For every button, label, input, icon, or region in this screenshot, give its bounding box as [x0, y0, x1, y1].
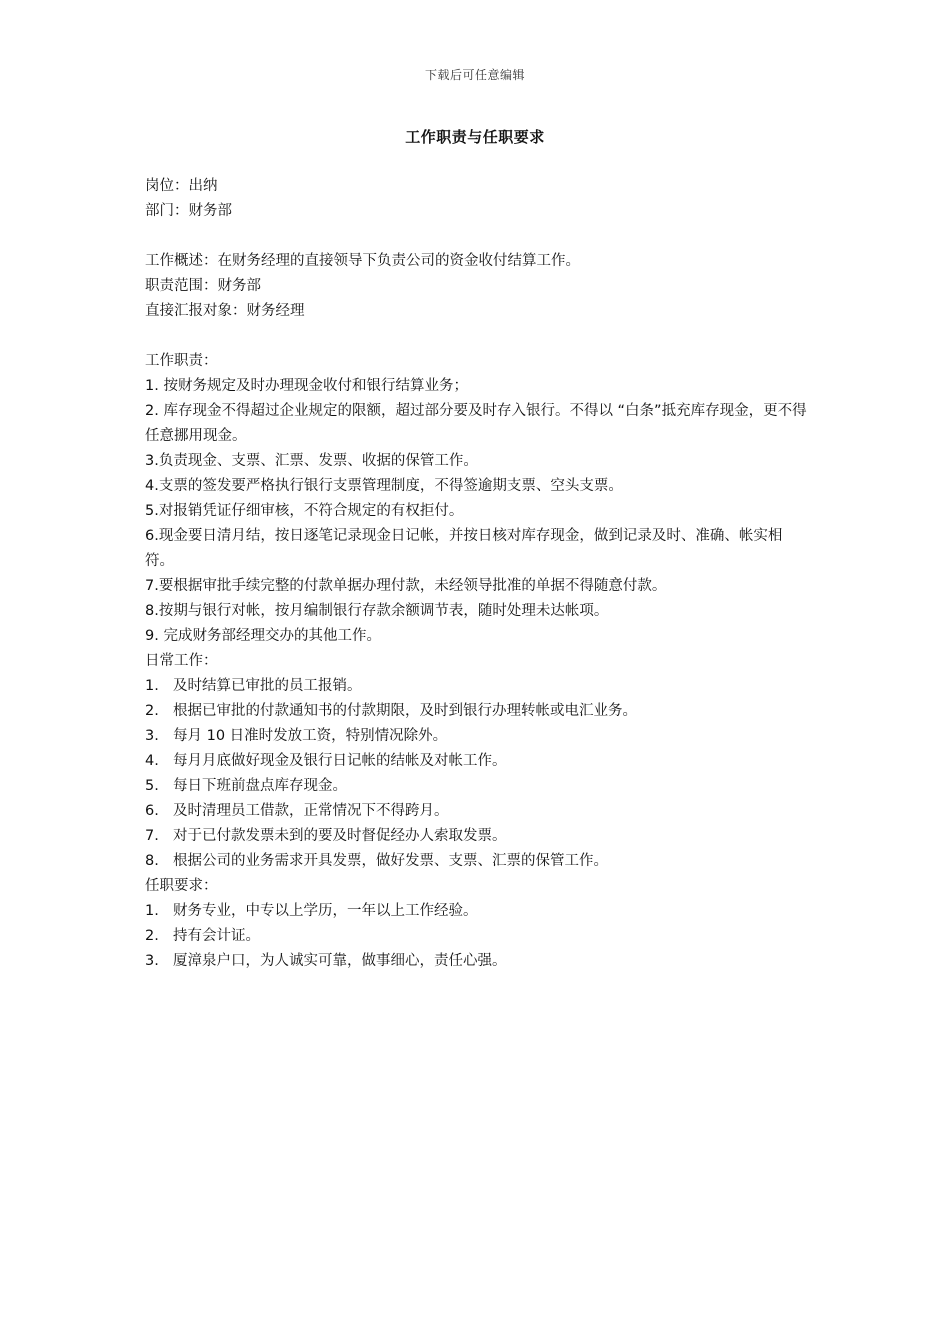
duty-item: 6.现金要日清月结，按日逐笔记录现金日记帐，并按日核对库存现金，做到记录及时、准确、帐实相符。	[145, 528, 783, 569]
item-text: 及时结算已审批的员工报销。	[173, 678, 362, 694]
item-number: 7.	[145, 828, 159, 844]
daily-item	[145, 799, 810, 824]
item-text: 厦漳泉户口，为人诚实可靠，做事细心，责任心强。	[173, 953, 507, 969]
requirements-heading: 任职要求：	[145, 878, 218, 894]
daily-item	[145, 849, 810, 874]
document-body	[145, 174, 810, 974]
daily-heading: 日常工作：	[145, 653, 218, 669]
item-text: 每日下班前盘点库存现金。	[173, 778, 347, 794]
duties-heading: 工作职责：	[145, 353, 218, 369]
scope-line: 职责范围：财务部	[145, 278, 261, 294]
spacer	[145, 324, 810, 349]
item-number: 1.	[145, 903, 159, 919]
item-text: 根据公司的业务需求开具发票，做好发票、支票、汇票的保管工作。	[173, 853, 608, 869]
daily-item	[145, 749, 810, 774]
item-number: 3.	[145, 953, 159, 969]
daily-item	[145, 674, 810, 699]
duty-item: 4.支票的签发要严格执行银行支票管理制度，不得签逾期支票、空头支票。	[145, 478, 623, 494]
daily-item	[145, 699, 810, 724]
item-number: 2.	[145, 703, 159, 719]
requirement-item	[145, 949, 810, 974]
overview-line: 工作概述：在财务经理的直接领导下负责公司的资金收付结算工作。	[145, 253, 580, 269]
duty-item: 5.对报销凭证仔细审核，不符合规定的有权拒付。	[145, 503, 464, 519]
item-text: 及时清理员工借款，正常情况下不得跨月。	[173, 803, 449, 819]
department-line: 部门：财务部	[145, 203, 232, 219]
item-text: 财务专业，中专以上学历，一年以上工作经验。	[173, 903, 478, 919]
requirement-item	[145, 924, 810, 949]
item-text: 对于已付款发票未到的要及时督促经办人索取发票。	[173, 828, 507, 844]
page-title: 工作职责与任职要求	[405, 128, 545, 146]
item-number: 2.	[145, 928, 159, 944]
duty-item: 7.要根据审批手续完整的付款单据办理付款，未经领导批准的单据不得随意付款。	[145, 578, 667, 594]
spacer	[145, 224, 810, 249]
item-text: 每月月底做好现金及银行日记帐的结帐及对帐工作。	[173, 753, 507, 769]
duty-item: 8.按期与银行对帐，按月编制银行存款余额调节表，随时处理未达帐项。	[145, 603, 609, 619]
daily-item	[145, 824, 810, 849]
item-text: 持有会计证。	[173, 928, 260, 944]
header-note: 下载后可任意编辑	[424, 68, 525, 82]
position-line: 岗位：出纳	[145, 178, 218, 194]
item-number: 1.	[145, 678, 159, 694]
item-number: 6.	[145, 803, 159, 819]
daily-item	[145, 774, 810, 799]
daily-item	[145, 724, 810, 749]
duty-item: 2. 库存现金不得超过企业规定的限额，超过部分要及时存入银行。不得以 “白条”抵充库存现金，更不得任意挪用现金。	[145, 403, 807, 444]
report-line: 直接汇报对象：财务经理	[145, 303, 305, 319]
requirement-item	[145, 899, 810, 924]
item-number: 8.	[145, 853, 159, 869]
duty-item: 1. 按财务规定及时办理现金收付和银行结算业务；	[145, 378, 468, 394]
item-text: 每月 10 日准时发放工资，特别情况除外。	[173, 728, 448, 744]
item-number: 4.	[145, 753, 159, 769]
item-text: 根据已审批的付款通知书的付款期限，及时到银行办理转帐或电汇业务。	[173, 703, 637, 719]
duty-item: 3.负责现金、支票、汇票、发票、收据的保管工作。	[145, 453, 478, 469]
item-number: 3.	[145, 728, 159, 744]
duty-item: 9. 完成财务部经理交办的其他工作。	[145, 628, 381, 644]
item-number: 5.	[145, 778, 159, 794]
